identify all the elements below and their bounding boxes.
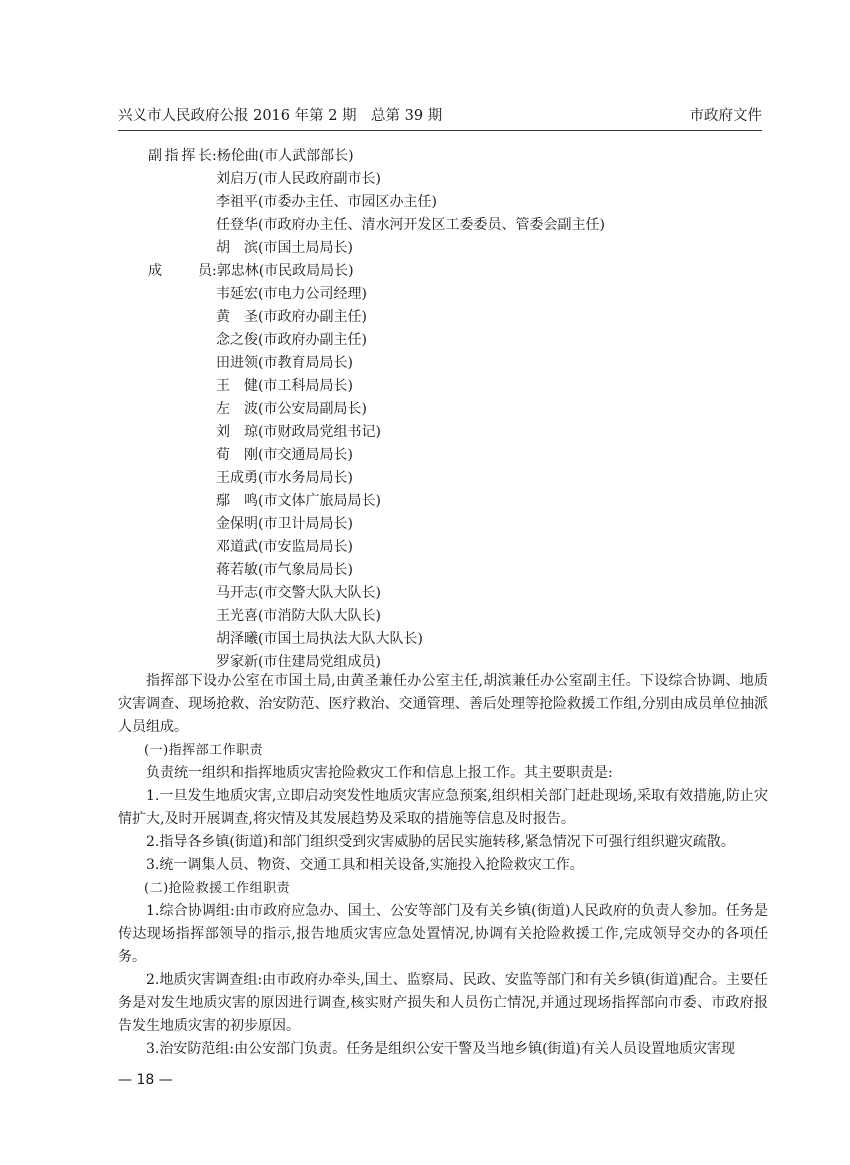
person-entry: 杨伦曲(市人武部部长) — [216, 148, 354, 164]
list-item — [148, 467, 605, 490]
list-item — [148, 421, 605, 444]
paragraph: 负责统一组织和指挥地质灾害抢险救灾工作和信息上报工作。其主要职责是: — [146, 765, 613, 781]
list-item — [148, 628, 605, 651]
person-entry: 田进领(市教育局局长) — [216, 355, 353, 371]
role-label-member: 成员 — [148, 263, 212, 279]
list-item — [148, 260, 605, 283]
person-entry: 李祖平(市委办主任、市园区办主任) — [216, 194, 437, 210]
paragraph: 指挥部下设办公室在市国土局,由黄圣兼任办公室主任,胡滨兼任办公室副主任。下设综合协调、地质灾害调查、现场抢救、治安防范、医疗救治、交通管理、善后处理等抢险救援工作组,分别由成员单位抽派人员组成。 — [118, 673, 768, 735]
person-entry: 胡 滨(市国土局局长) — [216, 240, 353, 256]
person-entry: 黄 圣(市政府办副主任) — [216, 309, 367, 325]
header-publication: 兴义市人民政府公报 2016 年第 2 期 总第 39 期 — [118, 108, 443, 124]
list-item — [148, 214, 605, 237]
header-section: 市政府文件 — [689, 108, 762, 124]
role-label-deputy: 副指挥长 — [148, 148, 212, 164]
person-entry: 荀 刚(市交通局局长) — [216, 447, 353, 463]
list-item — [148, 168, 605, 191]
person-entry: 韦延宏(市电力公司经理) — [216, 286, 367, 302]
person-entry: 左 波(市公安局副局长) — [216, 401, 367, 417]
body-text — [118, 670, 768, 1061]
person-entry: 王成勇(市水务局局长) — [216, 470, 353, 486]
person-entry: 念之俊(市政府办副主任) — [216, 332, 367, 348]
section-heading: (二)抢险救援工作组职责 — [144, 881, 291, 896]
list-item — [148, 237, 605, 260]
person-entry: 胡泽曦(市国土局执法大队大队长) — [216, 631, 423, 647]
person-entry: 金保明(市卫计局局长) — [216, 516, 353, 532]
person-entry: 罗家新(市住建局党组成员) — [216, 654, 381, 670]
roster-list — [148, 145, 605, 674]
list-item — [148, 191, 605, 214]
list-item — [148, 329, 605, 352]
paragraph: 3.治安防范组:由公安部门负责。任务是组织公安干警及当地乡镇(街道)有关人员设置地质灾害现 — [146, 1041, 735, 1057]
list-item — [148, 398, 605, 421]
page-number: — 18 — — [118, 1072, 173, 1088]
list-item — [148, 145, 605, 168]
list-item — [148, 283, 605, 306]
person-entry: 王光喜(市消防大队大队长) — [216, 608, 381, 624]
list-item — [148, 375, 605, 398]
person-entry: 刘 琼(市财政局党组书记) — [216, 424, 381, 440]
list-item — [148, 444, 605, 467]
list-item — [148, 490, 605, 513]
role-colon: : — [212, 148, 217, 164]
paragraph: 2.地质灾害调查组:由市政府办牵头,国土、监察局、民政、安监等部门和有关乡镇(街道)配合。主要任务是对发生地质灾害的原因进行调查,核实财产损失和人员伤亡情况,并通过现场指挥部向市委、市政府报告发生地质灾害的初步原因。 — [118, 972, 768, 1034]
list-item — [148, 582, 605, 605]
list-item — [148, 306, 605, 329]
role-colon: : — [212, 263, 217, 279]
paragraph: 2.指导各乡镇(街道)和部门组织受到灾害威胁的居民实施转移,紧急情况下可强行组织避灾疏散。 — [146, 834, 735, 850]
list-item — [148, 559, 605, 582]
paragraph: 1.一旦发生地质灾害,立即启动突发性地质灾害应急预案,组织相关部门赶赴现场,采取有效措施,防止灾情扩大,及时开展调查,将灾情及其发展趋势及采取的措施等信息及时报告。 — [118, 788, 768, 827]
section-heading: (一)指挥部工作职责 — [144, 743, 264, 758]
paragraph: 3.统一调集人员、物资、交通工具和相关设备,实施投入抢险救灾工作。 — [146, 857, 584, 873]
person-entry: 蒋若敏(市气象局局长) — [216, 562, 353, 578]
person-entry: 邓道武(市安监局局长) — [216, 539, 353, 555]
person-entry: 任登华(市政府办主任、清水河开发区工委委员、管委会副主任) — [216, 217, 605, 233]
list-item — [148, 513, 605, 536]
person-entry: 刘启万(市人民政府副市长) — [216, 171, 381, 187]
list-item — [148, 352, 605, 375]
list-item — [148, 605, 605, 628]
paragraph: 1.综合协调组:由市政府应急办、国土、公安等部门及有关乡镇(街道)人民政府的负责人参加。任务是传达现场指挥部领导的指示,报告地质灾害应急处置情况,协调有关抢险救援工作,完成领导交办的各项任务。 — [118, 903, 768, 965]
person-entry: 鄢 鸣(市文体广旅局局长) — [216, 493, 381, 509]
page-header — [118, 106, 762, 131]
list-item — [148, 536, 605, 559]
person-entry: 王 健(市工科局局长) — [216, 378, 353, 394]
person-entry: 马开志(市交警大队大队长) — [216, 585, 381, 601]
person-entry: 郭忠林(市民政局局长) — [216, 263, 354, 279]
